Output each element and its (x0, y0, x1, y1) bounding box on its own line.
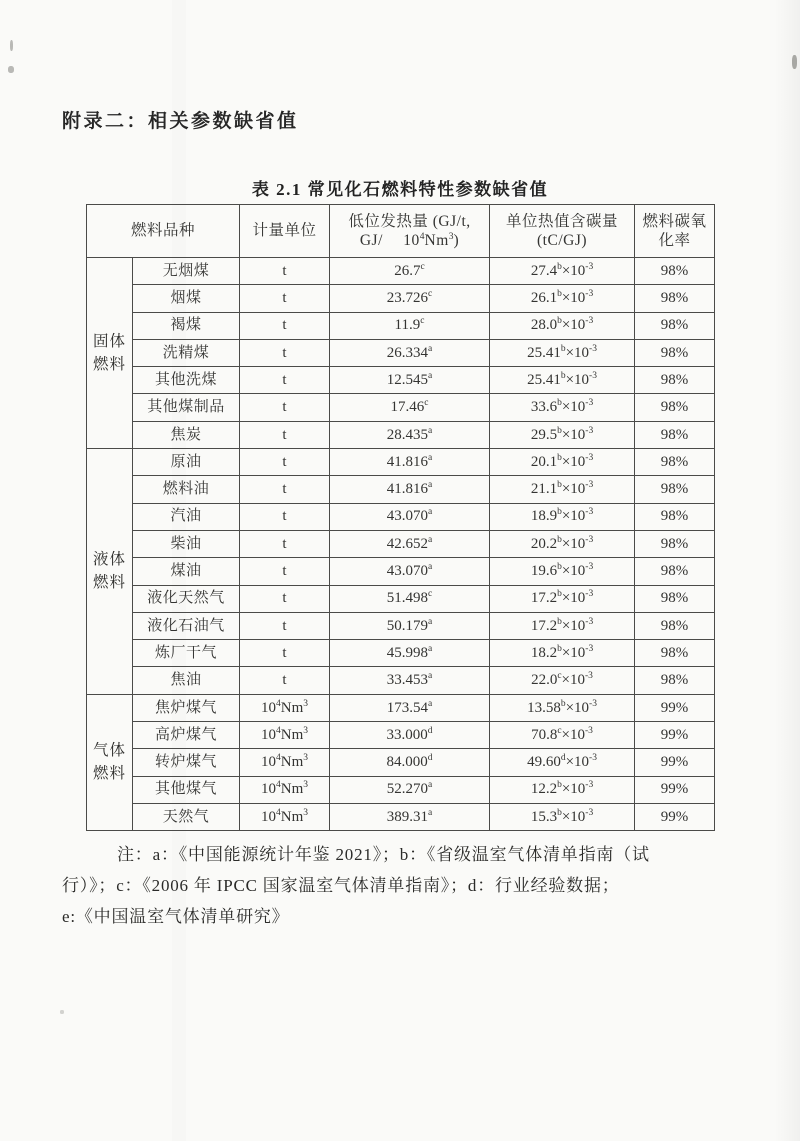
fuel-group-cell: 固体 燃料 (87, 258, 133, 449)
unit-cell: t (240, 394, 330, 421)
carbon-cell: $22.0^c\times 10^{-3}$ (490, 667, 635, 694)
scan-artifact (60, 1010, 64, 1014)
oxidation-cell: 98% (635, 612, 715, 639)
ncv-cell: 28.435$^a$ (330, 421, 490, 448)
unit-cell: $10^4Nm^3$ (240, 776, 330, 803)
table-row (87, 421, 715, 448)
table-row (87, 612, 715, 639)
fuel-name-cell: 其他洗煤 (133, 367, 240, 394)
table-row (87, 367, 715, 394)
ncv-cell: 41.816$^a$ (330, 476, 490, 503)
carbon-cell: $70.8^c\times 10^{-3}$ (490, 722, 635, 749)
table-header-row (87, 205, 715, 258)
unit-cell: t (240, 285, 330, 312)
oxidation-cell: 98% (635, 476, 715, 503)
header-unit: 计量单位 (240, 205, 330, 258)
header-carbon-content: 单位热值含碳量 (tC/GJ) (490, 205, 635, 258)
carbon-cell: $18.9^b\times 10^{-3}$ (490, 503, 635, 530)
unit-cell: $10^4Nm^3$ (240, 722, 330, 749)
note-text: 注：a：《中国能源统计年鉴 2021》；b：《省级温室气体清单指南（试 行）》；c：《2006 年 IPCC 国家温室气体清单指南》；d：行业经验数据； e:《中国温室气体清单研究》 (62, 845, 650, 926)
ncv-cell: 45.998$^a$ (330, 640, 490, 667)
unit-cell: t (240, 585, 330, 612)
carbon-cell: $49.60^d\times 10^{-3}$ (490, 749, 635, 776)
carbon-cell: $28.0^b\times 10^{-3}$ (490, 312, 635, 339)
ncv-cell: 51.498$^c$ (330, 585, 490, 612)
fuel-name-cell: 液化石油气 (133, 612, 240, 639)
fuel-name-cell: 煤油 (133, 558, 240, 585)
fuel-name-cell: 高炉煤气 (133, 722, 240, 749)
unit-cell: $10^4Nm^3$ (240, 694, 330, 721)
unit-cell: t (240, 640, 330, 667)
ncv-cell: 26.7$^c$ (330, 258, 490, 285)
table-row (87, 776, 715, 803)
oxidation-cell: 98% (635, 367, 715, 394)
unit-cell: t (240, 558, 330, 585)
unit-cell: t (240, 339, 330, 366)
carbon-cell: $19.6^b\times 10^{-3}$ (490, 558, 635, 585)
table-row (87, 640, 715, 667)
carbon-cell: $18.2^b\times 10^{-3}$ (490, 640, 635, 667)
carbon-cell: $17.2^b\times 10^{-3}$ (490, 612, 635, 639)
fuel-name-cell: 炼厂干气 (133, 640, 240, 667)
oxidation-cell: 98% (635, 530, 715, 557)
oxidation-cell: 98% (635, 503, 715, 530)
table-row (87, 503, 715, 530)
table-row (87, 339, 715, 366)
unit-cell: t (240, 449, 330, 476)
ncv-cell: 389.31$^a$ (330, 803, 490, 830)
oxidation-cell: 99% (635, 749, 715, 776)
scan-artifact (10, 40, 13, 51)
ncv-cell: 52.270$^a$ (330, 776, 490, 803)
fuel-name-cell: 焦油 (133, 667, 240, 694)
fuel-name-cell: 烟煤 (133, 285, 240, 312)
carbon-cell: $20.1^b\times 10^{-3}$ (490, 449, 635, 476)
fuel-name-cell: 其他煤制品 (133, 394, 240, 421)
fuel-name-cell: 液化天然气 (133, 585, 240, 612)
oxidation-cell: 99% (635, 803, 715, 830)
carbon-cell: $12.2^b\times 10^{-3}$ (490, 776, 635, 803)
ncv-cell: 84.000$^d$ (330, 749, 490, 776)
oxidation-cell: 98% (635, 558, 715, 585)
fuel-name-cell: 焦炭 (133, 421, 240, 448)
unit-cell: t (240, 612, 330, 639)
fuel-parameters-table (86, 204, 715, 831)
unit-cell: t (240, 503, 330, 530)
oxidation-cell: 98% (635, 421, 715, 448)
ncv-cell: 43.070$^a$ (330, 503, 490, 530)
oxidation-cell: 99% (635, 776, 715, 803)
carbon-cell: $21.1^b\times 10^{-3}$ (490, 476, 635, 503)
fuel-name-cell: 其他煤气 (133, 776, 240, 803)
oxidation-cell: 99% (635, 722, 715, 749)
ncv-cell: 12.545$^a$ (330, 367, 490, 394)
unit-cell: t (240, 530, 330, 557)
table-caption: 表 2.1 常见化石燃料特性参数缺省值 (251, 180, 549, 199)
header-ncv: 低位发热量 (GJ/t, GJ/ $10^4Nm^3$) (330, 205, 490, 258)
oxidation-cell: 98% (635, 312, 715, 339)
oxidation-cell: 98% (635, 258, 715, 285)
carbon-cell: $33.6^b\times 10^{-3}$ (490, 394, 635, 421)
table-row (87, 558, 715, 585)
unit-cell: t (240, 367, 330, 394)
ncv-cell: 41.816$^a$ (330, 449, 490, 476)
scan-artifact (8, 66, 14, 73)
carbon-cell: $25.41^b\times 10^{-3}$ (490, 367, 635, 394)
unit-cell: t (240, 421, 330, 448)
ncv-cell: 33.453$^a$ (330, 667, 490, 694)
fuel-name-cell: 洗精煤 (133, 339, 240, 366)
header-fuel-type: 燃料品种 (87, 205, 240, 258)
carbon-cell: $15.3^b\times 10^{-3}$ (490, 803, 635, 830)
oxidation-cell: 98% (635, 585, 715, 612)
table-row (87, 722, 715, 749)
oxidation-cell: 98% (635, 339, 715, 366)
table-row (87, 749, 715, 776)
ncv-cell: 17.46$^c$ (330, 394, 490, 421)
oxidation-cell: 98% (635, 667, 715, 694)
oxidation-cell: 99% (635, 694, 715, 721)
scan-artifact (792, 55, 797, 69)
carbon-cell: $13.58^b\times 10^{-3}$ (490, 694, 635, 721)
table-row (87, 585, 715, 612)
table-row (87, 476, 715, 503)
fuel-name-cell: 褐煤 (133, 312, 240, 339)
ncv-cell: 26.334$^a$ (330, 339, 490, 366)
fuel-name-cell: 原油 (133, 449, 240, 476)
fuel-name-cell: 燃料油 (133, 476, 240, 503)
fuel-table-body (87, 258, 715, 831)
oxidation-cell: 98% (635, 285, 715, 312)
unit-cell: t (240, 667, 330, 694)
ncv-cell: 23.726$^c$ (330, 285, 490, 312)
table-row (87, 449, 715, 476)
carbon-cell: $26.1^b\times 10^{-3}$ (490, 285, 635, 312)
table-row (87, 667, 715, 694)
unit-cell: t (240, 258, 330, 285)
unit-cell: t (240, 312, 330, 339)
page-title: 附录二：相关参数缺省值 (62, 111, 299, 132)
carbon-cell: $29.5^b\times 10^{-3}$ (490, 421, 635, 448)
table-row (87, 530, 715, 557)
fuel-name-cell: 转炉煤气 (133, 749, 240, 776)
table-row (87, 803, 715, 830)
table-row (87, 312, 715, 339)
ncv-cell: 33.000$^d$ (330, 722, 490, 749)
unit-cell: t (240, 476, 330, 503)
carbon-cell: $17.2^b\times 10^{-3}$ (490, 585, 635, 612)
unit-cell: $10^4Nm^3$ (240, 803, 330, 830)
unit-cell: $10^4Nm^3$ (240, 749, 330, 776)
table-row (87, 694, 715, 721)
ncv-cell: 173.54$^a$ (330, 694, 490, 721)
ncv-cell: 11.9$^c$ (330, 312, 490, 339)
table-row (87, 258, 715, 285)
carbon-cell: $27.4^b\times 10^{-3}$ (490, 258, 635, 285)
fuel-name-cell: 汽油 (133, 503, 240, 530)
fuel-name-cell: 柴油 (133, 530, 240, 557)
table-row (87, 285, 715, 312)
oxidation-cell: 98% (635, 449, 715, 476)
fuel-name-cell: 无烟煤 (133, 258, 240, 285)
ncv-cell: 42.652$^a$ (330, 530, 490, 557)
ncv-cell: 50.179$^a$ (330, 612, 490, 639)
table-row (87, 394, 715, 421)
fuel-name-cell: 天然气 (133, 803, 240, 830)
ncv-cell: 43.070$^a$ (330, 558, 490, 585)
carbon-cell: $25.41^b\times 10^{-3}$ (490, 339, 635, 366)
scan-edge-shadow (774, 0, 800, 1141)
fuel-name-cell: 焦炉煤气 (133, 694, 240, 721)
fuel-group-cell: 液体 燃料 (87, 449, 133, 695)
carbon-cell: $20.2^b\times 10^{-3}$ (490, 530, 635, 557)
oxidation-cell: 98% (635, 394, 715, 421)
fuel-group-cell: 气体 燃料 (87, 694, 133, 830)
oxidation-cell: 98% (635, 640, 715, 667)
header-oxidation-rate: 燃料碳氧 化率 (635, 205, 715, 258)
